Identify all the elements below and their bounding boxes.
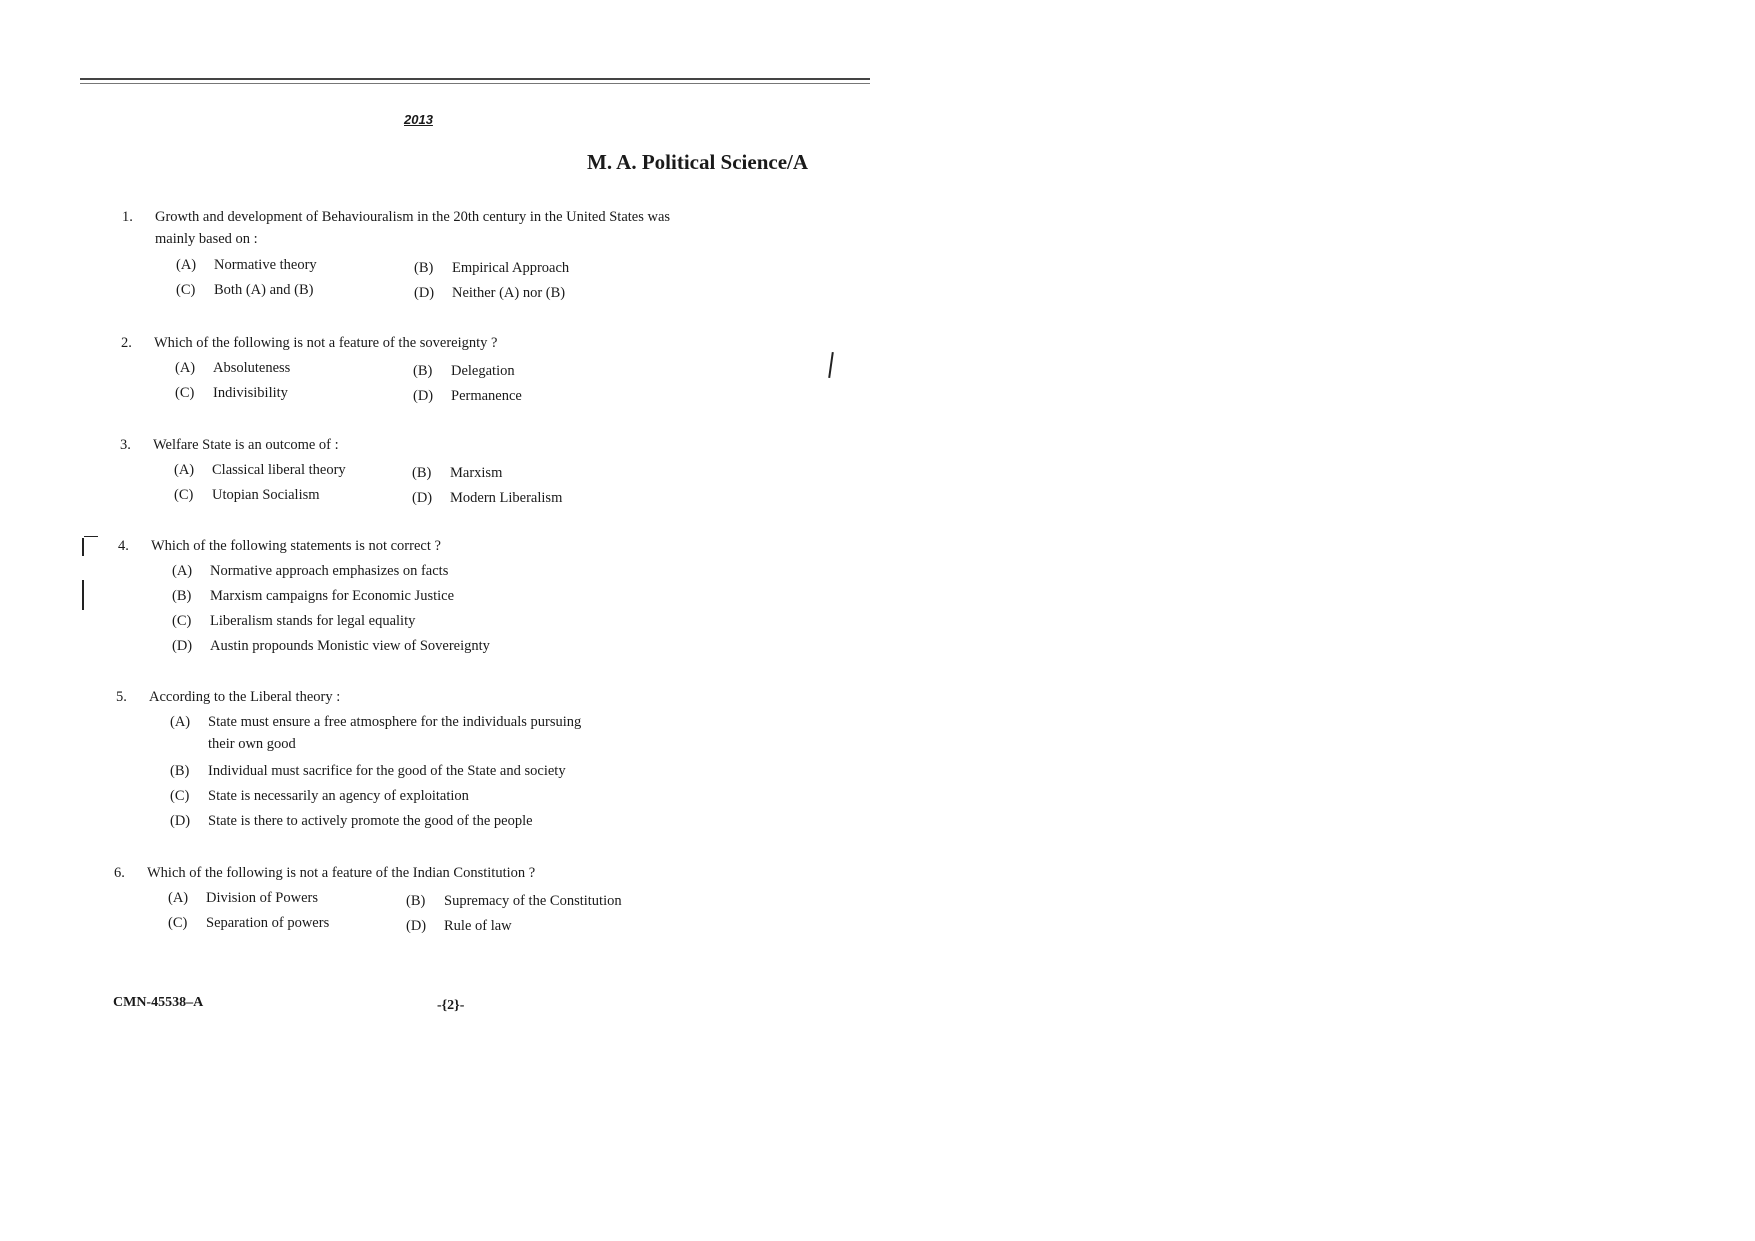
option-text: Supremacy of the Constitution	[444, 893, 622, 909]
option-label: (D)	[412, 490, 433, 506]
paper-title: M. A. Political Science/A	[587, 150, 809, 174]
option-a	[174, 459, 346, 481]
option-d	[414, 282, 565, 304]
option-c	[174, 484, 320, 506]
option-label: (A)	[175, 360, 196, 376]
option-text: State must ensure a free atmosphere for the individuals pursuing their own good	[208, 714, 582, 752]
option-text: Empirical Approach	[452, 260, 570, 276]
option-text: Modern Liberalism	[450, 490, 563, 506]
option-label: (C)	[168, 915, 188, 931]
option-c	[176, 279, 313, 301]
option-label: (C)	[176, 282, 196, 298]
option-text: Individual must sacrifice for the good of the State and society	[208, 763, 566, 779]
option-a	[172, 560, 448, 582]
option-a	[175, 357, 290, 379]
option-label: (B)	[406, 893, 426, 909]
option-text: Both (A) and (B)	[214, 282, 314, 298]
question-1	[122, 206, 682, 306]
option-label: (B)	[412, 465, 432, 481]
option-d	[413, 385, 522, 407]
option-b	[413, 360, 515, 382]
question-number: 2.	[121, 335, 132, 351]
question-text: According to the Liberal theory :	[149, 689, 341, 705]
option-text: State is there to actively promote the good of the people	[208, 813, 533, 829]
option-d	[172, 635, 490, 657]
option-text: Austin propounds Monistic view of Sovereignty	[210, 638, 490, 654]
option-b	[172, 585, 454, 607]
document-code: CMN-45538–A	[113, 995, 204, 1010]
question-text: Growth and development of Behaviouralism in the 20th century in the United States was mainly based on :	[155, 209, 671, 247]
page-number: -{2}-	[437, 998, 465, 1013]
option-label: (A)	[168, 890, 189, 906]
option-label: (D)	[172, 638, 193, 654]
option-text: Rule of law	[444, 918, 512, 934]
option-label: (D)	[413, 388, 434, 404]
option-label: (A)	[176, 257, 197, 273]
option-d	[406, 915, 512, 937]
header-rule-thin	[80, 83, 870, 84]
option-label: (A)	[172, 563, 193, 579]
question-number: 4.	[118, 538, 129, 554]
question-number: 6.	[114, 865, 125, 881]
option-a	[176, 254, 317, 276]
option-text: Marxism	[450, 465, 503, 481]
option-text: Permanence	[451, 388, 522, 404]
option-label: (C)	[172, 613, 192, 629]
question-text: Which of the following is not a feature of the sovereignty ?	[154, 335, 498, 351]
header-rule	[80, 78, 870, 80]
option-d	[170, 810, 533, 832]
scan-mark	[82, 538, 84, 556]
question-number: 1.	[122, 209, 133, 225]
option-text: Division of Powers	[206, 890, 318, 906]
option-label: (D)	[414, 285, 435, 301]
question-text: Which of the following statements is not correct ?	[151, 538, 441, 554]
option-c	[170, 785, 469, 807]
option-a	[168, 887, 318, 909]
option-b	[412, 462, 502, 484]
option-label: (B)	[170, 763, 190, 779]
option-b	[414, 257, 569, 279]
option-label: (C)	[174, 487, 194, 503]
question-3	[120, 434, 680, 514]
question-text: Welfare State is an outcome of :	[153, 437, 339, 453]
question-text: Which of the following is not a feature of the Indian Constitution ?	[147, 865, 536, 881]
option-text: Neither (A) nor (B)	[452, 285, 566, 301]
option-text: Normative theory	[214, 257, 317, 273]
option-c	[175, 382, 288, 404]
scan-mark	[84, 536, 98, 537]
option-a	[170, 711, 600, 755]
scan-mark	[828, 352, 834, 378]
question-5	[116, 686, 676, 836]
option-label: (A)	[170, 714, 191, 730]
scan-mark	[82, 580, 84, 610]
option-c	[168, 912, 329, 934]
option-label: (B)	[172, 588, 192, 604]
option-b	[406, 890, 622, 912]
question-2	[121, 332, 681, 412]
option-text: Classical liberal theory	[212, 462, 346, 478]
option-c	[172, 610, 415, 632]
option-text: State is necessarily an agency of exploitation	[208, 788, 469, 804]
option-label: (A)	[174, 462, 195, 478]
exam-year: 2013	[404, 112, 433, 127]
question-4	[118, 535, 678, 655]
option-text: Utopian Socialism	[212, 487, 320, 503]
option-b	[170, 760, 566, 782]
question-number: 5.	[116, 689, 127, 705]
option-text: Separation of powers	[206, 915, 330, 931]
question-6	[114, 862, 674, 942]
option-label: (B)	[414, 260, 434, 276]
option-text: Marxism campaigns for Economic Justice	[210, 588, 455, 604]
option-text: Liberalism stands for legal equality	[210, 613, 416, 629]
option-label: (D)	[406, 918, 427, 934]
option-label: (C)	[170, 788, 190, 804]
option-text: Absoluteness	[213, 360, 291, 376]
option-d	[412, 487, 562, 509]
option-label: (D)	[170, 813, 191, 829]
question-number: 3.	[120, 437, 131, 453]
option-text: Normative approach emphasizes on facts	[210, 563, 449, 579]
option-text: Delegation	[451, 363, 515, 379]
option-text: Indivisibility	[213, 385, 288, 401]
option-label: (B)	[413, 363, 433, 379]
option-label: (C)	[175, 385, 195, 401]
